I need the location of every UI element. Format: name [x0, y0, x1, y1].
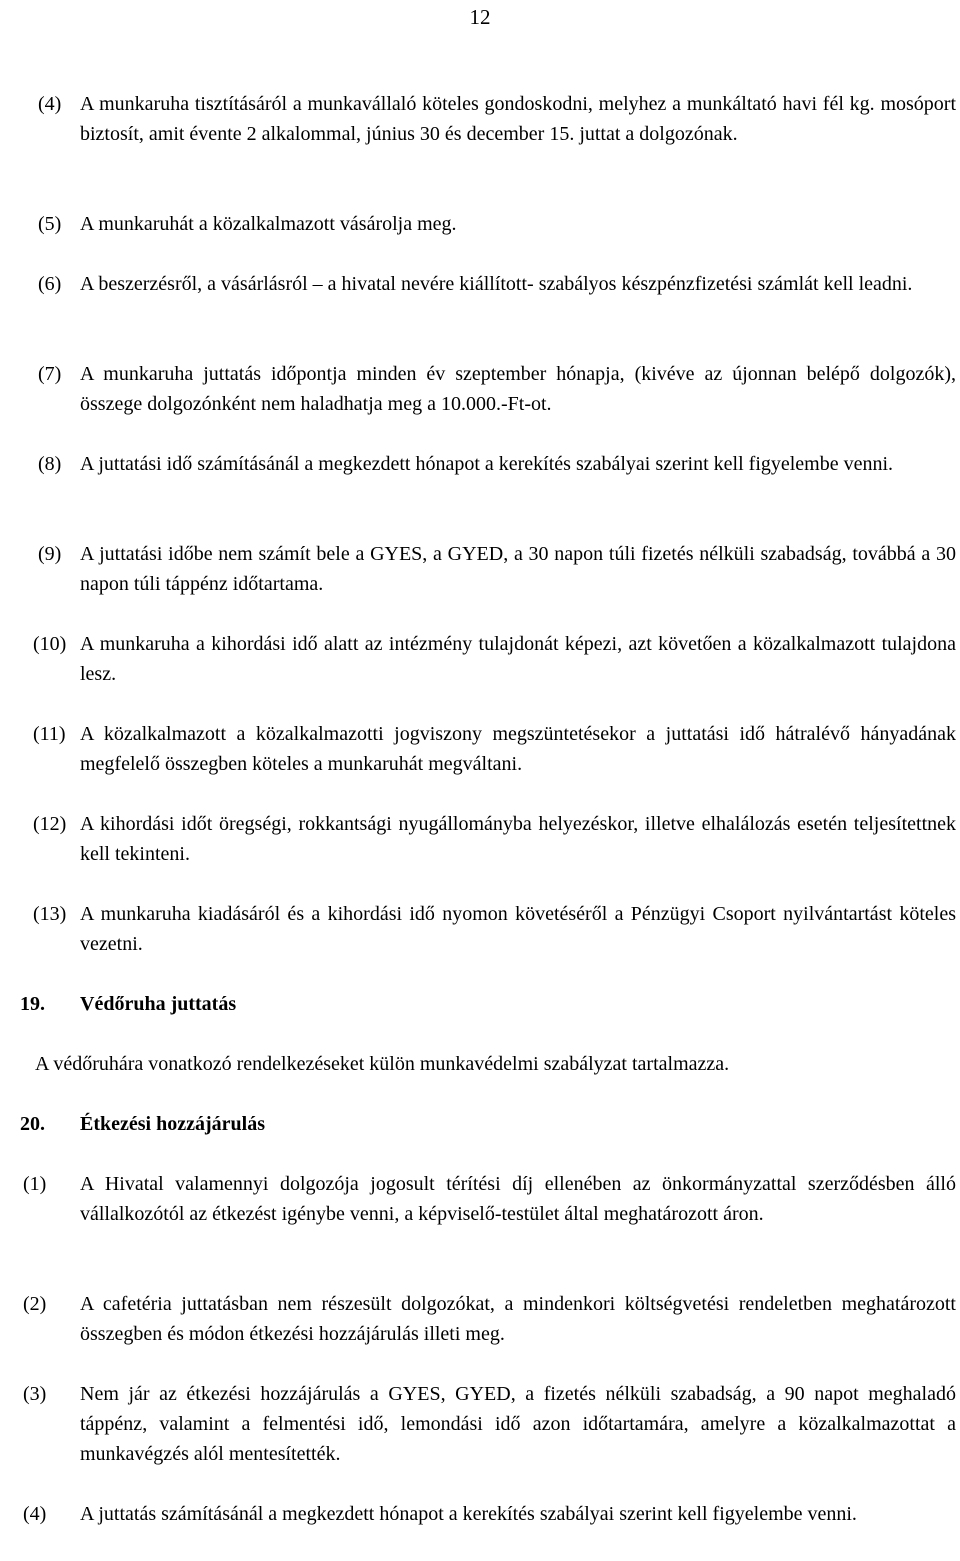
item-text: A munkaruha tisztításáról a munkavállaló köteles gondoskodni, melyhez a munkáltató havi fél kg. mosóport biztosít, amit évente 2 alkalommal, június 30 és december 15. juttat a dolgozónak.	[80, 93, 956, 145]
list-item	[33, 899, 956, 959]
item-text: A kihordási időt öregségi, rokkantsági nyugállományba helyezéskor, illetve elhalálozás esetén teljesítettnek kell tekinteni.	[80, 813, 956, 865]
item-text: A cafetéria juttatásban nem részesült dolgozókat, a mindenkori költségvetési rendeletben meghatározott összegben és módon étkezési hozzájárulás illeti meg.	[80, 1293, 956, 1345]
item-number: (6)	[38, 273, 62, 295]
item-number: (7)	[38, 363, 62, 385]
list-item	[23, 1499, 956, 1529]
section-heading	[20, 1109, 265, 1139]
list-item	[23, 1379, 956, 1469]
item-number: (4)	[23, 1503, 47, 1525]
item-text: A juttatás számításánál a megkezdett hónapot a kerekítés szabályai szerint kell figyelembe venni.	[80, 1503, 857, 1525]
item-number: (13)	[33, 903, 67, 925]
page-number: 12	[469, 5, 491, 29]
list-item	[23, 1169, 956, 1229]
section-heading	[20, 989, 236, 1019]
list-item	[38, 539, 956, 599]
item-text: A juttatási idő számításánál a megkezdett hónapot a kerekítés szabályai szerint kell figyelembe venni.	[80, 453, 894, 475]
item-number: (2)	[23, 1293, 47, 1315]
item-text: A Hivatal valamennyi dolgozója jogosult térítési díj ellenében az önkormányzattal szerződésben álló vállalkozótól az étkezést igénybe venni, a képviselő-testület által meghatározott áron.	[80, 1173, 956, 1225]
item-text: A beszerzésről, a vásárlásról – a hivatal nevére kiállított- szabályos készpénzfizetési számlát kell leadni.	[80, 273, 913, 295]
section-title: Védőruha juttatás	[80, 993, 237, 1015]
item-number: (10)	[33, 633, 67, 655]
section-number: 20.	[20, 1113, 45, 1135]
list-item	[38, 269, 956, 299]
item-text: A munkaruha juttatás időpontja minden év szeptember hónapja, (kivéve az újonnan belépő dolgozók), összege dolgozónként nem haladhatja meg a 10.000.-Ft-ot.	[80, 363, 956, 415]
item-text: A munkaruha kiadásáról és a kihordási idő nyomon követéséről a Pénzügyi Csoport nyilvántartást köteles vezetni.	[80, 903, 956, 955]
item-number: (4)	[38, 93, 62, 115]
list-item	[23, 1289, 956, 1349]
item-number: (9)	[38, 543, 62, 565]
section-text: A védőruhára vonatkozó rendelkezéseket külön munkavédelmi szabályzat tartalmazza.	[35, 1053, 730, 1075]
list-item	[33, 809, 956, 869]
list-item	[33, 719, 956, 779]
item-text: Nem jár az étkezési hozzájárulás a GYES, GYED, a fizetés nélküli szabadság, a 90 napot meghaladó táppénz, valamint a felmentési idő, lemondási idő azon időtartamára, amelyre a közalkalmazottat a munkavégzés alól mentesítették.	[80, 1383, 956, 1465]
item-number: (5)	[38, 213, 62, 235]
list-item	[38, 449, 956, 479]
item-number: (8)	[38, 453, 62, 475]
list-item	[38, 89, 956, 149]
list-item	[38, 209, 956, 239]
section-number: 19.	[20, 993, 45, 1015]
item-text: A munkaruha a kihordási idő alatt az intézmény tulajdonát képezi, azt követően a közalkalmazott tulajdona lesz.	[80, 633, 956, 685]
item-text: A juttatási időbe nem számít bele a GYES, a GYED, a 30 napon túli fizetés nélküli szabadság, továbbá a 30 napon túli táppénz időtartama.	[80, 543, 956, 595]
list-item	[38, 359, 956, 419]
item-number: (1)	[23, 1173, 47, 1195]
item-text: A közalkalmazott a közalkalmazotti jogviszony megszüntetésekor a juttatási idő hátralévő hányadának megfelelő összegben köteles a munkaruhát megváltani.	[80, 723, 956, 775]
item-number: (12)	[33, 813, 67, 835]
item-number: (11)	[33, 723, 66, 745]
section-title: Étkezési hozzájárulás	[80, 1113, 265, 1135]
item-text: A munkaruhát a közalkalmazott vásárolja meg.	[80, 213, 457, 235]
item-number: (3)	[23, 1383, 47, 1405]
list-item	[33, 629, 956, 689]
